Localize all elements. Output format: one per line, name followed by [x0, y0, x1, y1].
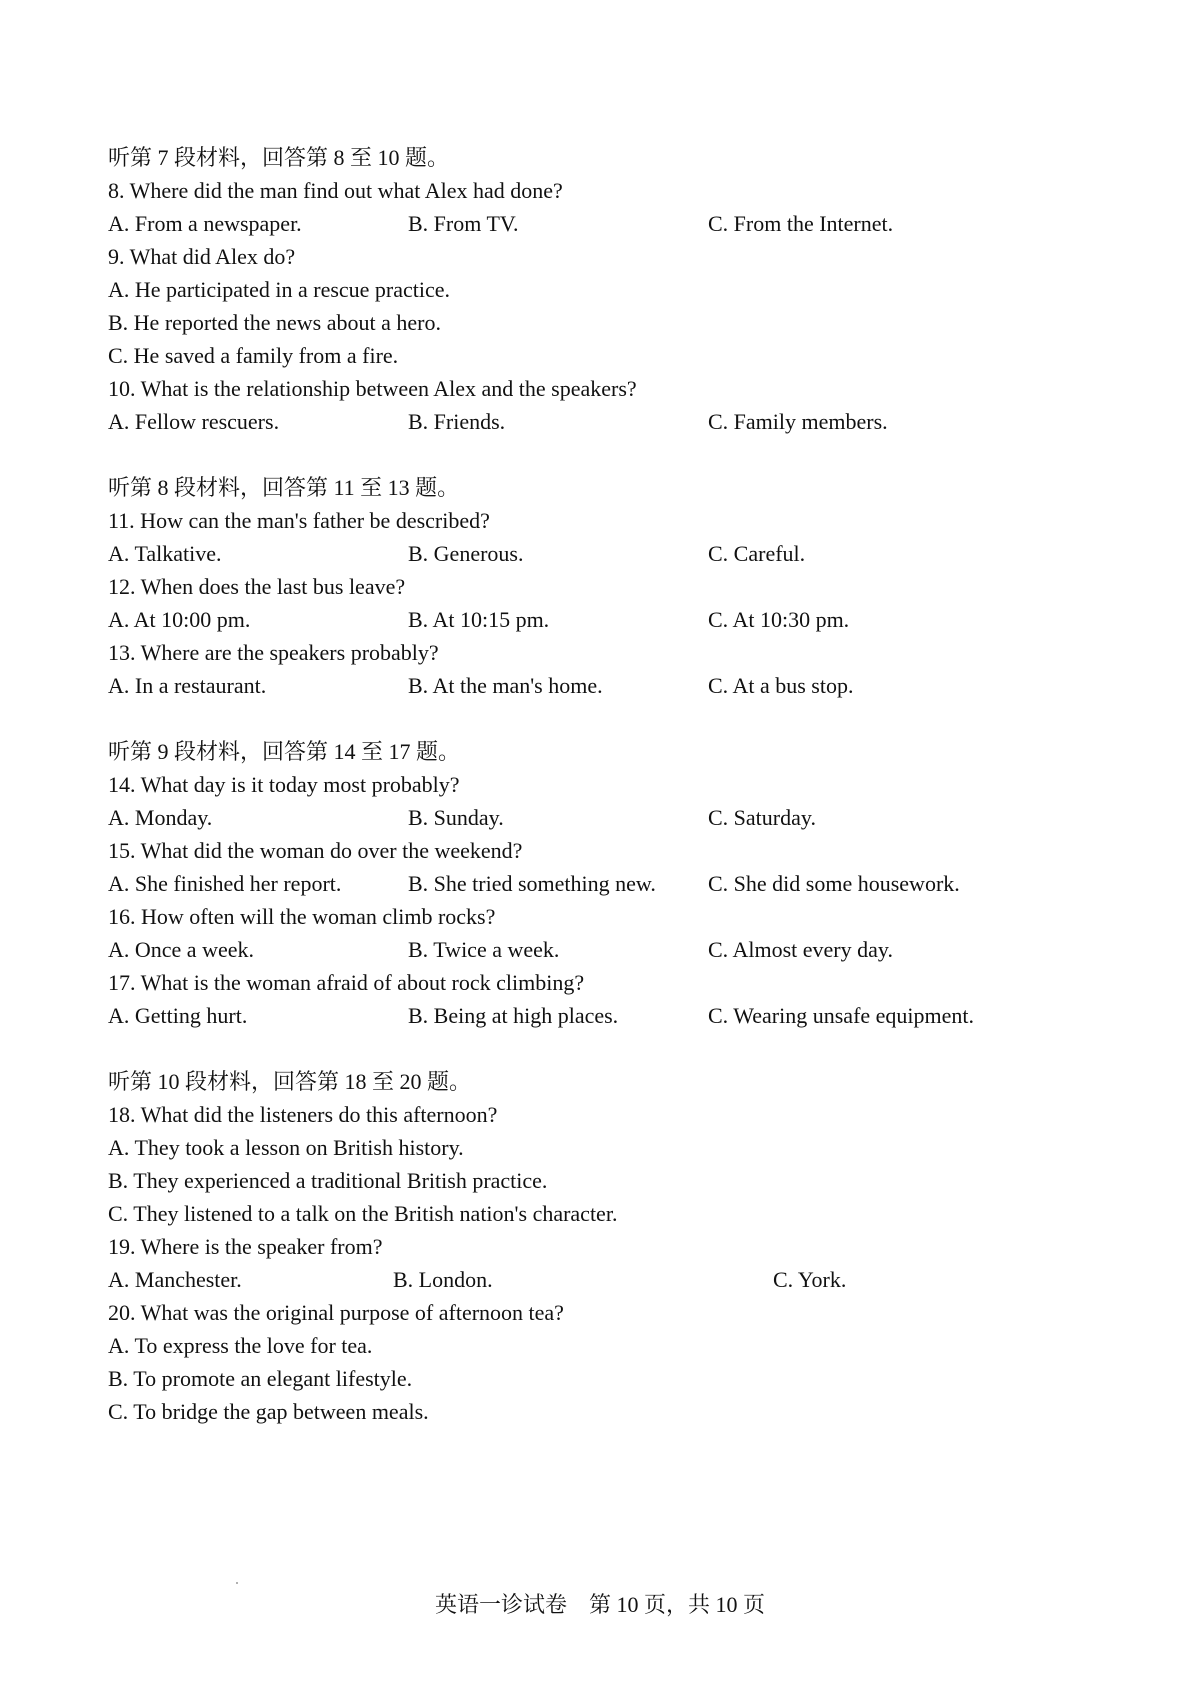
option-b: B. To promote an elegant lifestyle.	[108, 1366, 413, 1391]
option-b: B. They experienced a traditional British practice.	[108, 1168, 548, 1193]
option-c: C. Careful.	[708, 541, 806, 566]
option-a: A. In a restaurant.	[108, 673, 267, 698]
option-c: C. Almost every day.	[708, 937, 893, 962]
option-row	[108, 801, 1108, 834]
option-c: C. York.	[773, 1267, 847, 1292]
option-a: A. Talkative.	[108, 541, 222, 566]
option-row	[108, 867, 1108, 900]
question-stem: 17. What is the woman afraid of about rock climbing?	[108, 970, 585, 995]
option-row	[108, 405, 1108, 438]
question-stem: 18. What did the listeners do this afternoon?	[108, 1102, 498, 1127]
option-b: B. Twice a week.	[408, 937, 560, 962]
option-c: C. At 10:30 pm.	[708, 607, 850, 632]
question-stem: 20. What was the original purpose of afternoon tea?	[108, 1300, 564, 1325]
option-c: C. Saturday.	[708, 805, 816, 830]
option-a: A. Manchester.	[108, 1267, 242, 1292]
option-b: B. She tried something new.	[408, 871, 656, 896]
option-row	[108, 669, 1108, 702]
option-a: A. Fellow rescuers.	[108, 409, 280, 434]
option-a: A. She finished her report.	[108, 871, 342, 896]
page-footer	[0, 1588, 1200, 1621]
option-b: B. Being at high places.	[408, 1003, 619, 1028]
question-stem: 11. How can the man's father be described?	[108, 508, 490, 533]
option-b: B. From TV.	[408, 211, 519, 236]
option-a: A. He participated in a rescue practice.	[108, 277, 451, 302]
option-c: C. To bridge the gap between meals.	[108, 1399, 429, 1424]
option-b: B. He reported the news about a hero.	[108, 310, 441, 335]
option-a: A. Getting hurt.	[108, 1003, 248, 1028]
option-c: C. They listened to a talk on the British nation's character.	[108, 1201, 618, 1226]
option-row	[108, 1263, 1108, 1296]
option-c: C. From the Internet.	[708, 211, 894, 236]
question-stem: 10. What is the relationship between Alex and the speakers?	[108, 376, 637, 401]
page-number: 第 10 页，共 10 页	[589, 1592, 766, 1617]
section-header: 听第 7 段材料，回答第 8 至 10 题。	[108, 145, 450, 170]
option-b: B. London.	[393, 1267, 493, 1292]
listening-questions	[108, 141, 1108, 1428]
option-b: B. At 10:15 pm.	[408, 607, 550, 632]
section-header: 听第 10 段材料，回答第 18 至 20 题。	[108, 1069, 472, 1094]
question-stem: 12. When does the last bus leave?	[108, 574, 406, 599]
section-7	[108, 141, 1108, 438]
option-b: B. At the man's home.	[408, 673, 603, 698]
question-stem: 16. How often will the woman climb rocks?	[108, 904, 496, 929]
question-stem: 19. Where is the speaker from?	[108, 1234, 383, 1259]
scan-speck	[236, 1582, 238, 1584]
option-c: C. She did some housework.	[708, 871, 960, 896]
option-c: C. Family members.	[708, 409, 888, 434]
option-row	[108, 603, 1108, 636]
option-row	[108, 207, 1108, 240]
section-header: 听第 8 段材料，回答第 11 至 13 题。	[108, 475, 460, 500]
section-header: 听第 9 段材料，回答第 14 至 17 题。	[108, 739, 461, 764]
option-b: B. Sunday.	[408, 805, 504, 830]
question-stem: 8. Where did the man find out what Alex had done?	[108, 178, 563, 203]
option-row	[108, 933, 1108, 966]
section-9	[108, 735, 1108, 1032]
question-stem: 9. What did Alex do?	[108, 244, 296, 269]
option-a: A. At 10:00 pm.	[108, 607, 251, 632]
option-a: A. They took a lesson on British history.	[108, 1135, 464, 1160]
option-row	[108, 999, 1108, 1032]
exam-name: 英语一诊试卷	[434, 1592, 567, 1617]
option-a: A. Once a week.	[108, 937, 254, 962]
option-c: C. Wearing unsafe equipment.	[708, 1003, 975, 1028]
option-a: A. From a newspaper.	[108, 211, 302, 236]
option-a: A. Monday.	[108, 805, 213, 830]
question-stem: 13. Where are the speakers probably?	[108, 640, 439, 665]
option-c: C. He saved a family from a fire.	[108, 343, 399, 368]
option-b: B. Friends.	[408, 409, 506, 434]
option-c: C. At a bus stop.	[708, 673, 854, 698]
option-b: B. Generous.	[408, 541, 524, 566]
section-10	[108, 1065, 1108, 1428]
section-8	[108, 471, 1108, 702]
question-stem: 14. What day is it today most probably?	[108, 772, 460, 797]
question-stem: 15. What did the woman do over the weekend?	[108, 838, 523, 863]
option-a: A. To express the love for tea.	[108, 1333, 373, 1358]
option-row	[108, 537, 1108, 570]
